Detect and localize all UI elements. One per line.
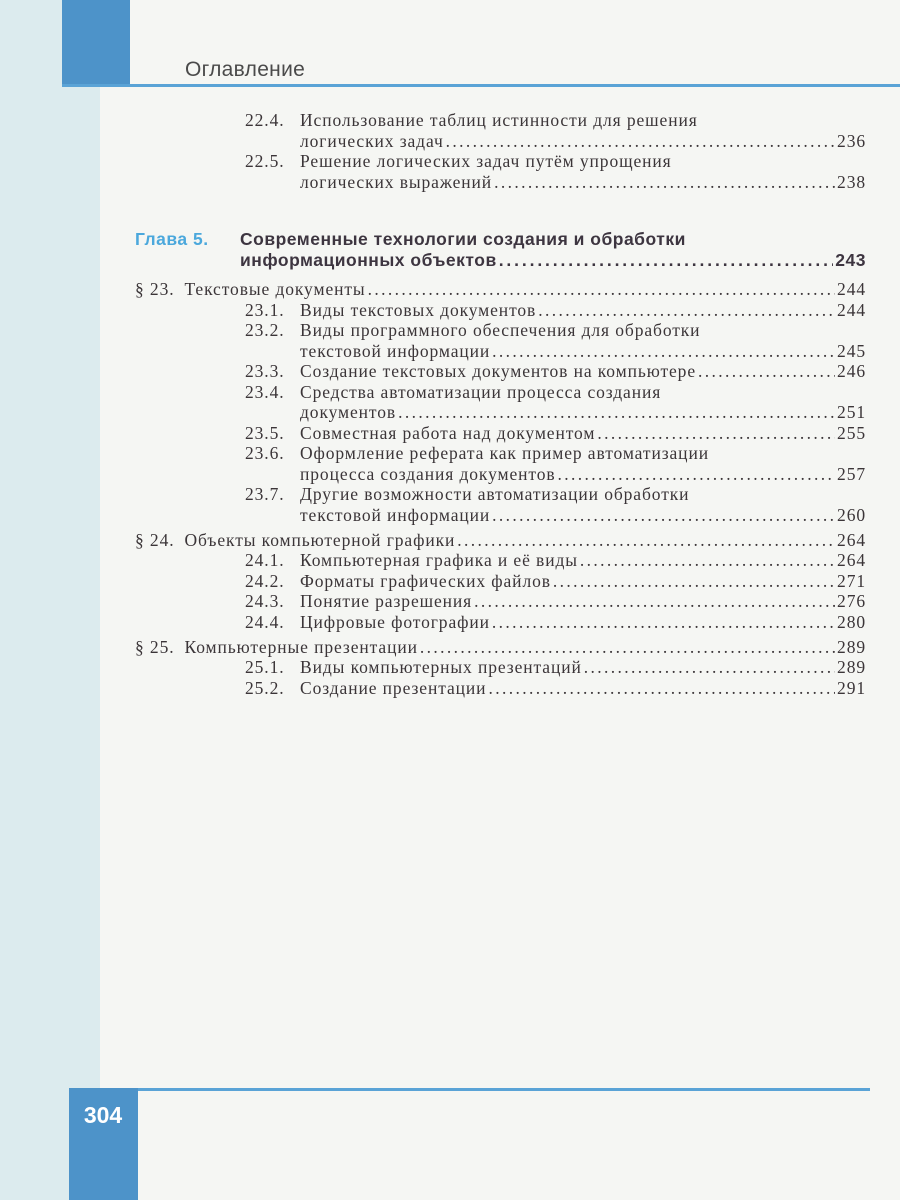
toc-number: Глава 5.	[135, 229, 209, 249]
dot-leader	[499, 250, 834, 271]
toc-title: Объекты компьютерной графики	[184, 529, 456, 550]
toc-subsection	[135, 300, 866, 321]
toc-page-number: 257	[837, 463, 866, 484]
toc-number: 24.2.	[245, 570, 285, 591]
toc-number: 25.2.	[245, 677, 285, 698]
toc-subsection	[135, 423, 866, 444]
toc-subsection	[135, 110, 866, 151]
dot-leader	[494, 172, 835, 193]
toc-page-number: 236	[837, 130, 866, 151]
toc-title: Текстовые документы	[184, 279, 366, 299]
dot-leader	[368, 279, 835, 300]
toc-number: 23.2.	[245, 320, 285, 340]
page-margin-band	[0, 0, 100, 1200]
toc-title: Виды компьютерных презентаций	[300, 657, 582, 677]
toc-number: § 23.	[135, 279, 175, 299]
dot-leader	[558, 464, 836, 485]
toc-title: Использование таблиц истинности для решения	[300, 110, 698, 130]
dot-leader	[597, 423, 835, 444]
toc-page-number: 255	[837, 422, 866, 443]
toc-number: 23.5.	[245, 422, 285, 443]
toc-section	[135, 637, 866, 658]
toc-number: 25.1.	[245, 657, 285, 677]
toc-title: Оформление реферата как пример автоматизации	[300, 443, 709, 463]
toc-title: текстовой информации	[300, 504, 491, 525]
toc-subsection	[135, 612, 866, 633]
toc-number: 23.7.	[245, 484, 285, 504]
header-accent-block	[62, 0, 130, 87]
toc-subsection	[135, 320, 866, 361]
dot-leader	[488, 678, 835, 699]
toc-page-number: 260	[837, 504, 866, 525]
toc-subsection	[135, 550, 866, 571]
toc-title: Совместная работа над документом	[300, 422, 596, 443]
toc-subsection	[135, 484, 866, 525]
toc-subsection	[135, 657, 866, 678]
toc-page-number: 238	[837, 171, 866, 192]
toc-title: Другие возможности автоматизации обработки	[300, 484, 690, 504]
toc-page-number: 251	[837, 402, 866, 422]
table-of-contents	[135, 110, 866, 698]
toc-page-number: 264	[837, 529, 866, 550]
toc-page-number: 271	[837, 570, 866, 591]
toc-subsection	[135, 678, 866, 699]
footer-rule	[69, 1088, 870, 1091]
toc-title: текстовой информации	[300, 340, 491, 361]
toc-page-number: 280	[837, 611, 866, 632]
toc-subsection	[135, 443, 866, 484]
toc-section	[135, 279, 866, 300]
toc-number: 23.3.	[245, 361, 285, 381]
toc-page-number: 264	[837, 550, 866, 570]
toc-title: информационных объектов	[240, 249, 497, 270]
toc-title: Решение логических задач путём упрощения	[300, 151, 672, 171]
toc-title: Виды программного обеспечения для обработки	[300, 320, 701, 340]
toc-page-number: 244	[837, 299, 866, 320]
toc-page-number: 243	[835, 249, 866, 270]
toc-number: 24.3.	[245, 591, 285, 611]
toc-number: 23.4.	[245, 381, 285, 402]
toc-number: 23.1.	[245, 299, 285, 320]
toc-page-number: 276	[837, 591, 866, 611]
toc-page-number: 246	[837, 361, 866, 381]
toc-number: 22.4.	[245, 110, 285, 130]
toc-subsection	[135, 591, 866, 612]
toc-number: § 25.	[135, 636, 175, 657]
dot-leader	[492, 505, 835, 526]
running-header-title: Оглавление	[185, 58, 306, 81]
toc-title: Создание презентации	[300, 677, 487, 698]
toc-subsection	[135, 382, 866, 423]
toc-section	[135, 530, 866, 551]
toc-page-number: 289	[837, 657, 866, 677]
toc-page-number: 289	[837, 636, 866, 657]
toc-number: 23.6.	[245, 443, 285, 463]
toc-title: процесса создания документов	[300, 463, 556, 484]
toc-number: § 24.	[135, 529, 175, 550]
toc-page-number: 245	[837, 340, 866, 361]
toc-number: 22.5.	[245, 151, 285, 171]
dot-leader	[492, 612, 835, 633]
dot-leader	[474, 591, 835, 612]
toc-title: Создание текстовых документов на компьютере	[300, 361, 696, 381]
toc-title: Понятие разрешения	[300, 591, 473, 611]
toc-title: Компьютерная графика и её виды	[300, 550, 578, 570]
toc-page-number: 244	[837, 279, 866, 299]
toc-chapter	[135, 229, 866, 270]
toc-title: Современные технологии создания и обработки	[240, 229, 686, 249]
toc-title: Средства автоматизации процесса создания	[300, 381, 662, 402]
dot-leader	[457, 530, 835, 551]
dot-leader	[698, 361, 835, 382]
toc-number: 24.4.	[245, 611, 285, 632]
toc-title: Компьютерные презентации	[184, 636, 418, 657]
toc-page-number: 291	[837, 677, 866, 698]
dot-leader	[446, 131, 835, 152]
toc-title: Цифровые фотографии	[300, 611, 490, 632]
dot-leader	[580, 550, 835, 571]
dot-leader	[492, 341, 835, 362]
dot-leader	[398, 402, 835, 423]
dot-leader	[538, 300, 835, 321]
toc-title: документов	[300, 402, 397, 422]
dot-leader	[553, 571, 835, 592]
toc-subsection	[135, 151, 866, 192]
toc-title: логических задач	[300, 130, 444, 151]
toc-number: 24.1.	[245, 550, 285, 570]
header-rule	[62, 84, 900, 87]
toc-title: Виды текстовых документов	[300, 299, 537, 320]
toc-title: Форматы графических файлов	[300, 570, 551, 591]
page-number: 304	[83, 1102, 123, 1128]
dot-leader	[420, 637, 835, 658]
toc-title: логических выражений	[300, 171, 493, 192]
dot-leader	[584, 657, 835, 678]
toc-subsection	[135, 361, 866, 382]
toc-subsection	[135, 571, 866, 592]
